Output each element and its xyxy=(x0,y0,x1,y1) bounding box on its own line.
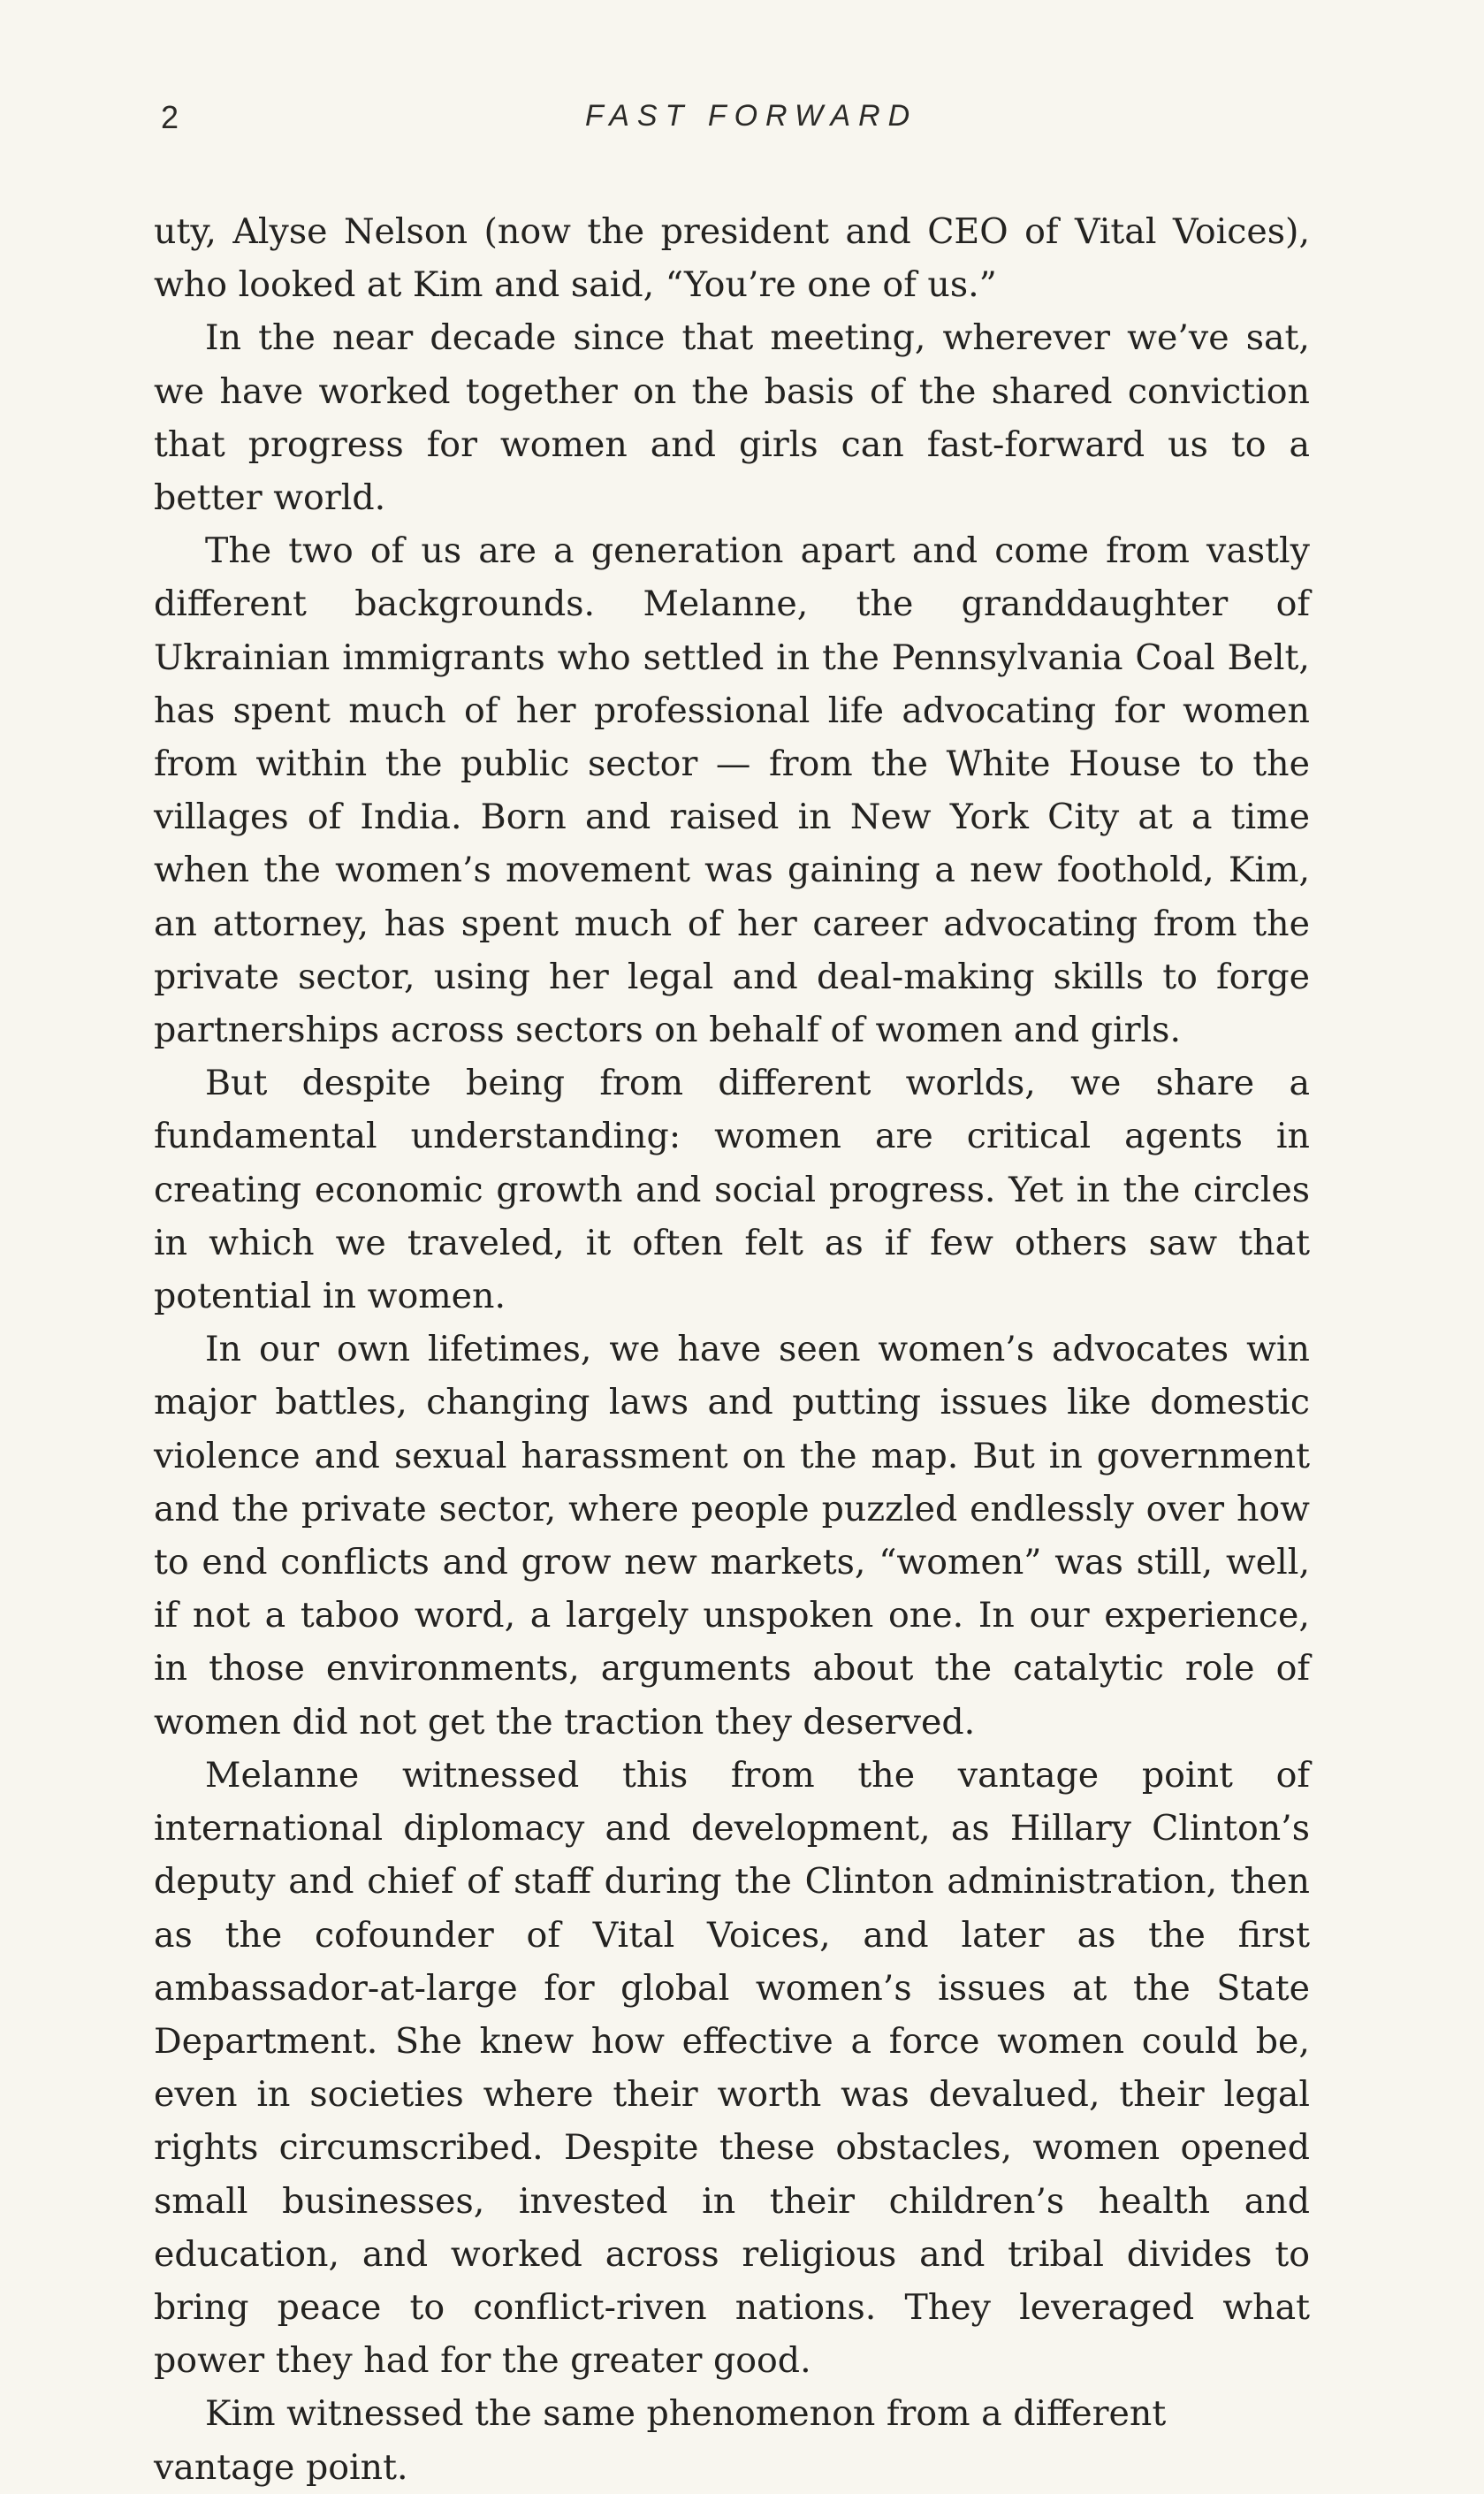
book-title: FAST FORWARD xyxy=(585,99,918,133)
paragraph: The two of us are a generation apart and come from vastly different backgrounds. Melanne, the granddaughter of Ukrainian immigrants who settled in the Pennsylvania Coal Belt, has spent much of her professional life advocating for women from within the public sector — from the White House to the villages of India. Born and raised in New York City at a time when the women’s movement was gaining a new foothold, Kim, an attorney, has spent much of her career advocating from the private sector, using her legal and deal-making skills to forge partnerships across sectors on behalf of women and girls. xyxy=(154,530,1310,1051)
paragraph: But despite being from different worlds, we share a fundamental understanding: women are critical agents in creating economic growth and social progress. Yet in the circles in which we traveled, it often felt as if few others saw that potential in women. xyxy=(154,1063,1310,1317)
paragraph: Kim witnessed the same phenomenon from a different vantage point. xyxy=(154,2393,1167,2488)
page-number: 2 xyxy=(161,99,179,135)
running-head xyxy=(156,99,1322,152)
paragraph: In the near decade since that meeting, wherever we’ve sat, we have worked together on the basis of the shared conviction that progress for women and girls can fast-forward us to a better world. xyxy=(154,317,1310,519)
paragraph: In our own lifetimes, we have seen women’s advocates win major battles, changing laws and putting issues like domestic violence and sexual harassment on the map. But in government and the private sector, where people puzzled endlessly over how to end conflicts and grow new markets, “women” was still, well, if not a taboo word, a largely unspoken one. In our experience, in those environments, arguments about the catalytic role of women did not get the traction they deserved. xyxy=(154,1329,1310,1743)
paragraph: Melanne witnessed this from the vantage point of international diplomacy and development, as Hillary Clinton’s deputy and chief of staff during the Clinton administration, then as the cofounder of Vital Voices, and later as the first ambassador-at-large for global women’s issues at the State Department. She knew how effective a force women could be, even in societies where their worth was devalued, their legal rights circumscribed. Despite these obstacles, women opened small businesses, invested in their children’s health and education, and worked across religious and tribal divides to bring peace to conflict-riven nations. They leveraged what power they had for the greater good. xyxy=(154,1754,1310,2382)
paragraph: uty, Alyse Nelson (now the president and CEO of Vital Voices), who looked at Kim and said, “You’re one of us.” xyxy=(154,211,1310,306)
body-text xyxy=(154,205,1310,2494)
